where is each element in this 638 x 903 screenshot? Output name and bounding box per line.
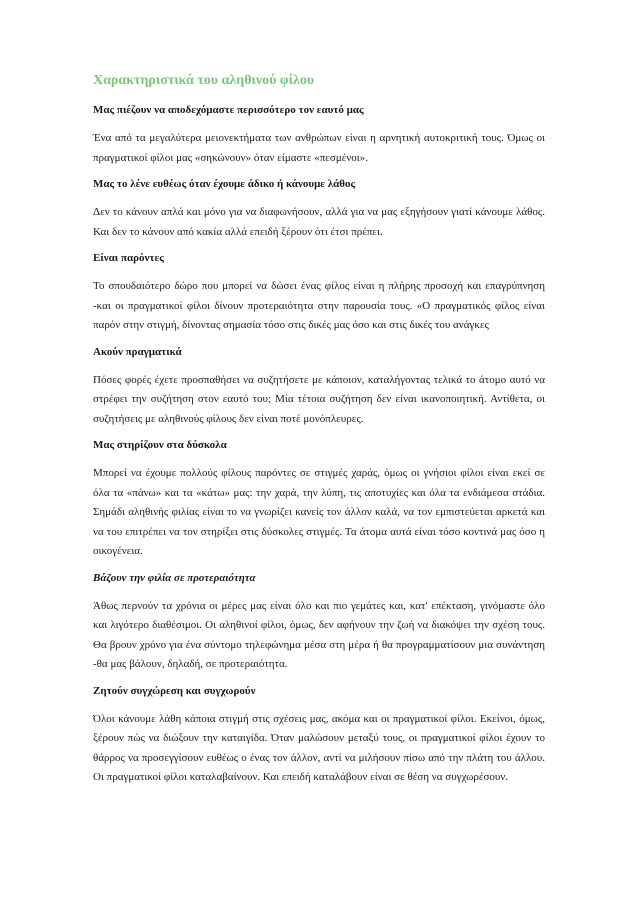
section-heading: Ακούν πραγματικά [93,345,182,358]
section-4 [93,345,545,430]
section-heading: Μας πιέζουν να αποδεχόμαστε περισσότερο τον εαυτό μας [93,104,364,116]
section-paragraph: Ένα από τα μεγαλύτερα μειονεκτήματα των ανθρώπων είναι η αρνητική αυτοκριτική τους. Όμως οι πραγματικοί φίλοι μας «σηκώνουν» όταν είμαστε «πεσμένοι». [93,132,545,164]
section-paragraph: Πόσες φορές έχετε προσπαθήσει να συζητήσετε με κάποιον, καταλήγοντας τελικά το άτομο αυτό να στρέφει την συζήτηση στον εαυτό του; Μία τέτοια συζήτηση δεν είναι ικανοποιητική. Αντίθετα, οι συζητήσεις με αληθινούς φίλους δεν είναι ποτέ μονόπλευρες. [93,373,545,425]
section-paragraph: Άθως περνούν τα χρόνια οι μέρες μας είναι όλο και πιο γεμάτες και, κατ' επέκταση, γινόμαστε όλο και λιγότερο διαθέσιμοι. Οι αληθινοί φίλοι, όμως, δεν αφήνουν την ζωή να διακόψει την σχέση τους. Θα βρουν χρόνο για ένα σύντομο τηλεφώνημα μέσα στη μέρα ή θα προγραμματίσουν μια συνάντηση -θα μας βάλουν, δηλαδή, σε προτεραιότητα. [93,599,545,670]
section-paragraph: Όλοι κάνουμε λάθη κάποια στιγμή στις σχέσεις μας, ακόμα και οι πραγματικοί φίλοι. Εκείνοι, όμως, ξέρουν πώς να διώξουν την καταιγίδα. Όταν μαλώσουν μεταξύ τους, οι πραγματικοί φίλοι έχουν το θάρρος να προσεγγίσουν ευθέως ο ένας τον άλλον, αντί να μιλήσουν πίσω από την πλάτη του άλλου. Οι πραγματικοί φίλοι καταλαβαίνουν. Και επειδή καταλάβουν είναι σε θέση να συγχωρέσουν. [93,712,545,783]
section-paragraph: Το σπουδαιότερο δώρο που μπορεί να δώσει ένας φίλος είναι η πλήρης προσοχή και επαγρύπνηση -και οι πραγματικοί φίλοι δίνουν προτεραιότητα στην παρουσία τους. «Ο πραγματικός φίλος είναι παρόν στην στιγμή, δίνοντας σημασία τόσο στις δικές μας όσο και στις δικές του ανάγκες [93,280,545,331]
section-paragraph: Μπορεί να έχουμε πολλούς φίλους παρόντες σε στιγμές χαράς, όμως οι γνήσιοι φίλοι είναι εκεί σε όλα τα «πάνω» και τα «κάτω» μας: την χαρά, την λύπη, τις αποτυχίες και όλα τα ενδιάμεσα στάδια. Σημάδι αληθινής φιλίας είναι το να γνωρίζει κανείς τον άλλον καλά, να τον εμπιστεύεται αρκετά και να του επιτρέπει να τον στηρίξει στις δύσκολες στιγμές. Τα άτομα αυτά είναι τόσο κοντινά μας όσο η οικογένεια. [93,467,545,557]
section-5 [93,438,545,562]
section-1 [93,103,545,168]
section-heading: Είναι παρόντες [93,252,164,264]
section-7 [93,684,545,788]
section-heading: Μας το λένε ευθέως όταν έχουμε άδικο ή κάνουμε λάθος [93,178,356,190]
section-2 [93,177,545,242]
section-paragraph: Δεν το κάνουν απλά και μόνο για να διαφωνήσουν, αλλά για να μας εξηγήσουν γιατί κάνουμε λάθος. Και δεν το κάνουν από κακία αλλά επειδή ξέρουν ότι έτσι πρέπει. [93,206,545,238]
section-heading: Ζητούν συγχώρεση και συγχωρούν [93,684,256,697]
document-page [93,72,545,797]
section-3 [93,251,545,336]
section-heading: Βάζουν την φιλία σε προτεραιότητα [93,571,256,584]
document-title: Χαρακτηριστικά του αληθινού φίλου [93,73,315,88]
section-heading: Μας στηρίζουν στα δύσκολα [93,439,227,451]
section-6 [93,571,545,675]
